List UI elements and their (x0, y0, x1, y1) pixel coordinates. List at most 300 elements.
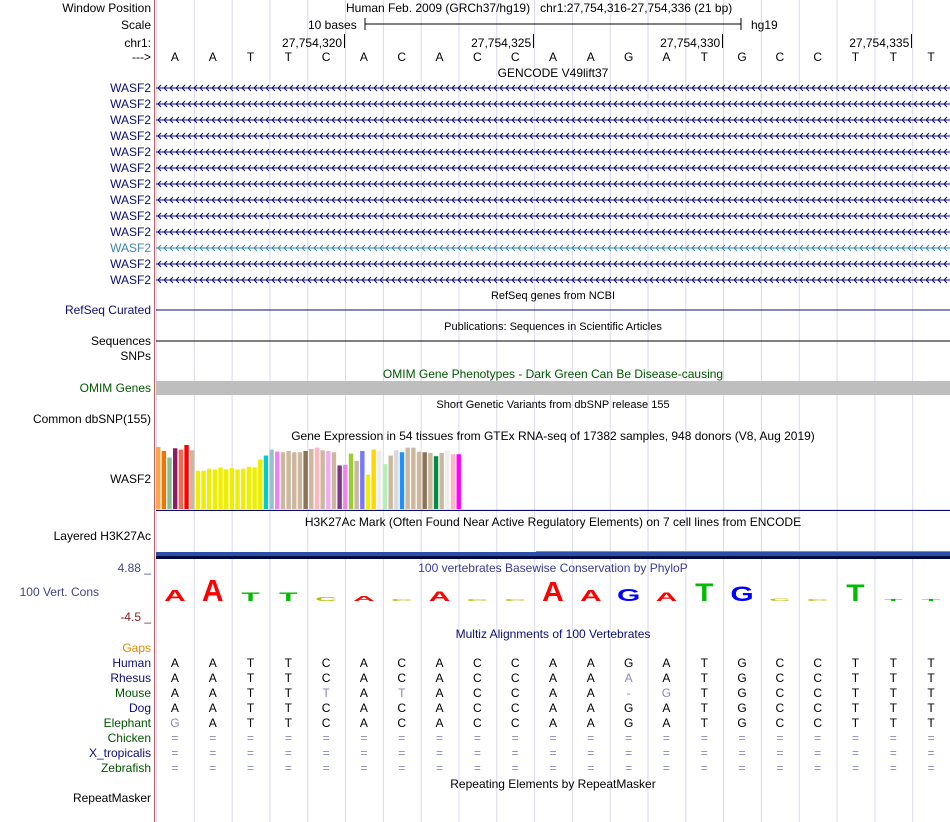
phylop-base-glyph: C (466, 598, 489, 602)
phylop-base-glyph: A (579, 587, 602, 604)
alignment-base: A (548, 656, 557, 670)
position-range: chr1:27,754,316-27,754,336 (21 bp) (540, 1, 733, 15)
alignment-base: T (700, 656, 708, 670)
alignment-base: = (360, 746, 368, 760)
gtex-tissue-bar[interactable] (411, 448, 415, 509)
omim-bar[interactable] (156, 381, 950, 395)
alignment-base: T (889, 716, 897, 730)
coordinate-tick (344, 34, 345, 48)
gtex-tissue-bar[interactable] (315, 448, 319, 509)
alignment-base: A (548, 686, 557, 700)
alignment-base: A (359, 656, 368, 670)
gtex-tissue-bar[interactable] (383, 464, 387, 509)
alignment-base: T (284, 671, 292, 685)
alignment-base: G (623, 701, 634, 715)
phylop-base-glyph: A (164, 587, 186, 604)
alignment-base: T (851, 656, 860, 670)
sequence-base: A (170, 50, 179, 64)
alignment-base: T (246, 671, 255, 685)
gtex-tissue-bar[interactable] (298, 452, 302, 509)
alignment-base: = (284, 731, 292, 745)
gtex-tissue-bar[interactable] (213, 469, 217, 509)
gtex-chart[interactable] (156, 443, 950, 511)
alignment-base: C (321, 716, 331, 730)
gtex-tissue-bar[interactable] (201, 471, 205, 509)
sequence-base: C (321, 50, 331, 64)
alignment-base: = (247, 731, 255, 745)
h3k27ac-title: H3K27Ac Mark (Often Found Near Active Regulatory Elements) on 7 cell lines from ENCODE (304, 515, 802, 529)
gtex-title: Gene Expression in 54 tissues from GTEx RNA-seq of 17382 samples, 948 donors (V8, Aug 2019) (291, 429, 815, 443)
gtex-tissue-bar[interactable] (241, 469, 245, 509)
phylop-logo[interactable] (156, 572, 950, 604)
alignment-base: = (587, 761, 595, 775)
phylop-base-glyph: T (921, 598, 941, 602)
phylop-base-glyph: T (846, 578, 865, 604)
sequence-base: G (737, 50, 747, 64)
gtex-tissue-bar[interactable] (207, 469, 211, 509)
omim-label[interactable]: OMIM Genes (79, 381, 151, 395)
gtex-tissue-bar[interactable] (286, 451, 290, 509)
coordinate-tick-label: 27,754,325 (471, 36, 532, 50)
sequence-base: A (208, 50, 217, 64)
alignment-base: C (775, 701, 785, 715)
gene-label-wasf2[interactable]: WASF2 (110, 273, 151, 287)
alignment-base: = (927, 731, 935, 745)
transcript-line[interactable] (156, 133, 950, 139)
species-label-x_tropicalis[interactable]: X_tropicalis (88, 746, 151, 760)
sequence-base: A (548, 50, 557, 64)
alignment-base: T (889, 656, 897, 670)
coordinate-tick-label: 27,754,330 (660, 36, 721, 50)
alignment-base: = (776, 731, 784, 745)
sequence-base: T (246, 50, 255, 64)
species-label-mouse[interactable]: Mouse (114, 686, 151, 700)
alignment-base: = (625, 761, 633, 775)
transcript-line[interactable] (156, 117, 950, 123)
alignment-base: C (397, 701, 407, 715)
alignment-base: T (927, 671, 935, 685)
alignment-base: A (435, 716, 444, 730)
gtex-tissue-bar[interactable] (173, 448, 177, 509)
alignment-base: = (662, 746, 670, 760)
alignment-base: = (738, 761, 746, 775)
alignment-base: T (284, 656, 292, 670)
alignment-base: C (321, 701, 331, 715)
h3k27ac-label[interactable]: Layered H3K27Ac (53, 529, 151, 543)
transcript-line[interactable] (156, 85, 950, 91)
gtex-tissue-bar[interactable] (354, 461, 358, 509)
alignment-base: C (813, 686, 822, 700)
publications-label[interactable]: Sequences (90, 334, 151, 348)
snps-label[interactable]: SNPs (120, 349, 151, 363)
gtex-tissue-bar[interactable] (275, 452, 279, 509)
alignment-base: A (586, 686, 595, 700)
alignment-base: = (247, 746, 255, 760)
sequence-base: A (586, 50, 595, 64)
phylop-base-glyph: T (241, 589, 260, 604)
alignment-base: A (208, 656, 217, 670)
alignment-base: T (700, 716, 708, 730)
species-label-elephant[interactable]: Elephant (103, 716, 151, 730)
alignment-base: = (549, 761, 557, 775)
phylop-base-glyph: G (616, 585, 641, 604)
alignment-base: = (284, 761, 292, 775)
track-labels-column (0, 0, 155, 822)
alignment-base: A (435, 701, 444, 715)
refseq-label[interactable]: RefSeq Curated (64, 303, 151, 317)
transcript-line[interactable] (156, 197, 950, 203)
gtex-tissue-bar[interactable] (371, 450, 375, 509)
phylop-title: 100 vertebrates Basewise Conservation by PhyloP (418, 561, 688, 575)
gtex-tissue-bar[interactable] (400, 452, 404, 509)
gene-label-wasf2[interactable]: WASF2 (110, 257, 151, 271)
dbsnp-label[interactable]: Common dbSNP(155) (32, 412, 151, 426)
alignment-base: T (851, 701, 860, 715)
gtex-tissue-bar[interactable] (428, 453, 432, 509)
gtex-tissue-bar[interactable] (434, 456, 438, 509)
alignment-base: = (436, 731, 444, 745)
alignment-base: C (775, 716, 785, 730)
refseq-title: RefSeq genes from NCBI (490, 290, 616, 302)
alignment-base: A (359, 701, 368, 715)
alignment-base: G (661, 686, 672, 700)
alignment-base: T (927, 701, 935, 715)
gtex-tissue-bar[interactable] (235, 469, 239, 509)
repeatmasker-label[interactable]: RepeatMasker (72, 791, 151, 805)
alignment-base: = (814, 746, 822, 760)
alignment-base: = (889, 731, 897, 745)
gtex-tissue-bar[interactable] (167, 458, 171, 509)
transcript-line[interactable] (156, 165, 950, 171)
gtex-tissue-bar[interactable] (417, 452, 421, 509)
refseq-line[interactable] (156, 309, 950, 311)
publications-line[interactable] (156, 340, 950, 342)
gtex-tissue-bar[interactable] (405, 448, 409, 509)
species-label-dog[interactable]: Dog (128, 701, 151, 715)
alignment-base: = (398, 731, 406, 745)
gtex-tissue-bar[interactable] (269, 450, 273, 509)
alignment-base: A (548, 701, 557, 715)
alignment-base: = (776, 746, 784, 760)
alignment-base: = (700, 746, 708, 760)
alignment-base: = (322, 761, 330, 775)
gtex-tissue-bar[interactable] (451, 454, 455, 509)
alignment-base: A (435, 671, 444, 685)
alignment-base: T (284, 716, 292, 730)
alignment-base: C (775, 671, 785, 685)
assembly-name: Human Feb. 2009 (GRCh37/hg19) (346, 1, 531, 15)
alignment-base: A (586, 716, 595, 730)
gtex-tissue-bar[interactable] (196, 471, 200, 509)
alignment-base: C (775, 686, 785, 700)
sequence-base: A (662, 50, 671, 64)
alignment-base: T (700, 671, 708, 685)
alignment-base: = (171, 761, 179, 775)
alignment-base: G (737, 701, 747, 715)
alignment-base: T (246, 701, 255, 715)
alignment-base: = (814, 731, 822, 745)
alignment-base: A (586, 701, 595, 715)
transcript-line[interactable] (156, 213, 950, 219)
sequence-base: T (700, 50, 708, 64)
alignment-base: = (549, 731, 557, 745)
coordinate-tick (911, 34, 912, 48)
gtex-tissue-bar[interactable] (445, 450, 449, 509)
alignment-base: T (322, 686, 330, 700)
alignment-base: T (851, 671, 860, 685)
gtex-tissue-bar[interactable] (349, 454, 353, 509)
coordinate-tick (533, 34, 534, 48)
sequence-base: C (775, 50, 785, 64)
alignment-base: A (359, 671, 368, 685)
alignment-base: C (321, 671, 331, 685)
gtex-tissue-bar[interactable] (360, 451, 364, 509)
gtex-tissue-bar[interactable] (230, 468, 234, 509)
alignment-base: = (851, 731, 859, 745)
gtex-tissue-bar[interactable] (377, 451, 381, 509)
alignment-base: = (284, 746, 292, 760)
gene-label-wasf2[interactable]: WASF2 (110, 145, 151, 159)
gene-label-wasf2[interactable]: WASF2 (110, 113, 151, 127)
gtex-tissue-bar[interactable] (320, 450, 324, 509)
alignment-base: T (927, 716, 935, 730)
transcript-line[interactable] (156, 245, 950, 251)
gaps-label: Gaps (122, 641, 151, 655)
alignment-base: A (359, 686, 368, 700)
phylop-label[interactable]: 100 Vert. Cons (19, 585, 99, 599)
alignment-base: A (170, 701, 179, 715)
phylop-base-glyph: T (695, 578, 714, 604)
gene-label-wasf2[interactable]: WASF2 (110, 177, 151, 191)
alignment-base: A (548, 671, 557, 685)
alignment-base: G (737, 686, 747, 700)
repeatmasker-title: Repeating Elements by RepeatMasker (450, 777, 656, 791)
alignment-base: G (737, 671, 747, 685)
transcript-line[interactable] (156, 181, 950, 187)
scale-label: Scale (120, 18, 151, 32)
species-label-rhesus[interactable]: Rhesus (110, 671, 151, 685)
alignment-base: A (662, 671, 671, 685)
gtex-tissue-bar[interactable] (337, 465, 341, 509)
alignment-base: = (473, 731, 481, 745)
publications-title: Publications: Sequences in Scientific Articles (444, 321, 662, 333)
gene-label-wasf2[interactable]: WASF2 (110, 241, 151, 255)
gtex-tissue-bar[interactable] (292, 452, 296, 509)
gtex-tissue-bar[interactable] (440, 453, 444, 509)
strand-arrow-label: ---> (132, 50, 151, 64)
alignment-base: T (246, 716, 255, 730)
alignment-base: T (927, 686, 935, 700)
alignment-base: T (700, 701, 708, 715)
alignment-base: = (322, 746, 330, 760)
coordinate-tick-label: 27,754,335 (849, 36, 910, 50)
alignment-base: C (510, 671, 520, 685)
gtex-tissue-bar[interactable] (303, 451, 307, 509)
alignment-base: = (927, 746, 935, 760)
phylop-base-glyph: A (655, 589, 678, 604)
gtex-tissue-bar[interactable] (218, 467, 222, 509)
alignment-base: = (549, 746, 557, 760)
species-label-chicken[interactable]: Chicken (107, 731, 151, 745)
gtex-tissue-bar[interactable] (190, 450, 194, 509)
alignment-base: C (510, 656, 520, 670)
transcript-line[interactable] (156, 101, 950, 107)
gencode-transcripts[interactable] (156, 80, 950, 288)
phylop-base-glyph: C (315, 596, 337, 603)
alignment-base: C (397, 671, 407, 685)
alignment-base: C (813, 716, 822, 730)
gtex-label[interactable]: WASF2 (110, 472, 151, 486)
alignment-base: G (737, 716, 747, 730)
alignment-base: = (436, 761, 444, 775)
gtex-tissue-bar[interactable] (179, 450, 183, 509)
alignment-base: = (398, 746, 406, 760)
alignment-base: = (360, 731, 368, 745)
phylop-base-glyph: A (201, 574, 224, 604)
alignment-base: = (587, 746, 595, 760)
alignment-base: = (360, 761, 368, 775)
sequence-base: T (851, 50, 860, 64)
gtex-tissue-bar[interactable] (247, 467, 251, 509)
alignment-base: C (510, 701, 520, 715)
species-label-human[interactable]: Human (112, 656, 151, 670)
alignment-base: = (209, 761, 217, 775)
gene-label-wasf2[interactable]: WASF2 (110, 193, 151, 207)
alignment-base: = (700, 761, 708, 775)
gtex-tissue-bar[interactable] (264, 456, 268, 509)
gtex-tissue-bar[interactable] (394, 450, 398, 509)
gtex-tissue-bar[interactable] (366, 475, 370, 509)
alignment-base: G (623, 656, 634, 670)
alignment-base: - (626, 686, 631, 700)
scale-assembly: hg19 (751, 18, 778, 32)
transcript-line[interactable] (156, 277, 950, 283)
alignment-base: = (738, 731, 746, 745)
gtex-tissue-bar[interactable] (252, 467, 256, 509)
phylop-max-label: 4.88 _ (117, 561, 151, 575)
h3k27ac-signal[interactable] (156, 548, 950, 560)
species-label-zebrafish[interactable]: Zebrafish (100, 761, 151, 775)
phylop-base-glyph: A (353, 594, 375, 603)
alignment-base: = (511, 746, 519, 760)
sequence-base: A (359, 50, 368, 64)
alignment-base: C (813, 701, 822, 715)
alignment-base: T (284, 701, 292, 715)
alignment-base: = (511, 731, 519, 745)
alignment-base: = (587, 731, 595, 745)
transcript-line[interactable] (156, 229, 950, 235)
alignment-base: T (851, 686, 860, 700)
coordinate-tick (722, 34, 723, 48)
alignment-base: C (775, 656, 785, 670)
alignment-base: C (321, 656, 331, 670)
alignment-base: = (209, 746, 217, 760)
gtex-tissue-bar[interactable] (457, 454, 461, 509)
gtex-tissue-bar[interactable] (309, 449, 313, 509)
phylop-base-glyph: G (730, 581, 754, 604)
phylop-base-glyph: C (806, 598, 829, 602)
gtex-tissue-bar[interactable] (162, 451, 166, 509)
alignment-base: G (623, 716, 634, 730)
alignment-base: = (738, 746, 746, 760)
alignment-base: = (814, 761, 822, 775)
gtex-tissue-bar[interactable] (156, 447, 160, 509)
gtex-tissue-bar[interactable] (343, 465, 347, 509)
alignment-base: A (624, 671, 633, 685)
gtex-tissue-bar[interactable] (326, 451, 330, 509)
alignment-base: C (473, 671, 482, 685)
alignment-base: C (473, 716, 482, 730)
gene-label-wasf2[interactable]: WASF2 (110, 225, 151, 239)
alignment-base: = (662, 731, 670, 745)
transcript-line[interactable] (156, 261, 950, 267)
gtex-tissue-bar[interactable] (184, 445, 188, 509)
alignment-base: A (359, 716, 368, 730)
alignment-base: T (927, 656, 935, 670)
dbsnp-title: Short Genetic Variants from dbSNP release 155 (436, 399, 670, 411)
gtex-tissue-bar[interactable] (332, 452, 336, 509)
gene-label-wasf2[interactable]: WASF2 (110, 129, 151, 143)
alignment-base: T (246, 656, 255, 670)
assembly-title (346, 1, 732, 15)
omim-title: OMIM Gene Phenotypes - Dark Green Can Be Disease-causing (382, 367, 724, 381)
transcript-line[interactable] (156, 149, 950, 155)
gene-label-wasf2[interactable]: WASF2 (110, 209, 151, 223)
window-position-label: Window Position (62, 1, 151, 15)
alignment-base: A (208, 686, 217, 700)
scale-text: 10 bases (308, 18, 357, 32)
alignment-base: = (776, 761, 784, 775)
alignment-base: G (737, 656, 747, 670)
alignment-base: = (700, 731, 708, 745)
gene-label-wasf2[interactable]: WASF2 (110, 97, 151, 111)
alignment-base: T (889, 701, 897, 715)
alignment-base: A (662, 656, 671, 670)
alignment-base: = (473, 761, 481, 775)
alignment-base: A (662, 701, 671, 715)
track-image-area[interactable] (156, 0, 950, 822)
phylop-base-glyph: T (884, 598, 903, 602)
alignment-base: = (247, 761, 255, 775)
alignment-base: A (170, 656, 179, 670)
gtex-tissue-bar[interactable] (258, 460, 262, 510)
gtex-tissue-bar[interactable] (388, 456, 392, 509)
phylop-base-glyph: C (390, 598, 413, 602)
sequence-base: C (397, 50, 407, 64)
alignment-base: A (586, 671, 595, 685)
gtex-tissue-bar[interactable] (224, 469, 228, 509)
coordinate-tick-label: 27,754,320 (282, 36, 343, 50)
alignment-base: T (246, 686, 255, 700)
alignment-base: T (398, 686, 406, 700)
alignment-base: G (170, 716, 180, 730)
gene-label-wasf2[interactable]: WASF2 (110, 81, 151, 95)
gene-label-wasf2[interactable]: WASF2 (110, 161, 151, 175)
alignment-base: A (170, 671, 179, 685)
phylop-base-glyph: T (279, 589, 298, 604)
multiz-title: Multiz Alignments of 100 Vertebrates (455, 627, 651, 641)
gtex-tissue-bar[interactable] (422, 452, 426, 509)
sequence-base: G (623, 50, 634, 64)
alignment-base: T (889, 671, 897, 685)
gtex-tissue-bar[interactable] (281, 452, 285, 509)
alignment-base: C (473, 656, 482, 670)
phylop-base-glyph: A (428, 588, 451, 604)
sequence-base: T (927, 50, 935, 64)
alignment-base: A (208, 671, 217, 685)
alignment-base: C (473, 686, 482, 700)
phylop-base-glyph: A (542, 577, 564, 604)
